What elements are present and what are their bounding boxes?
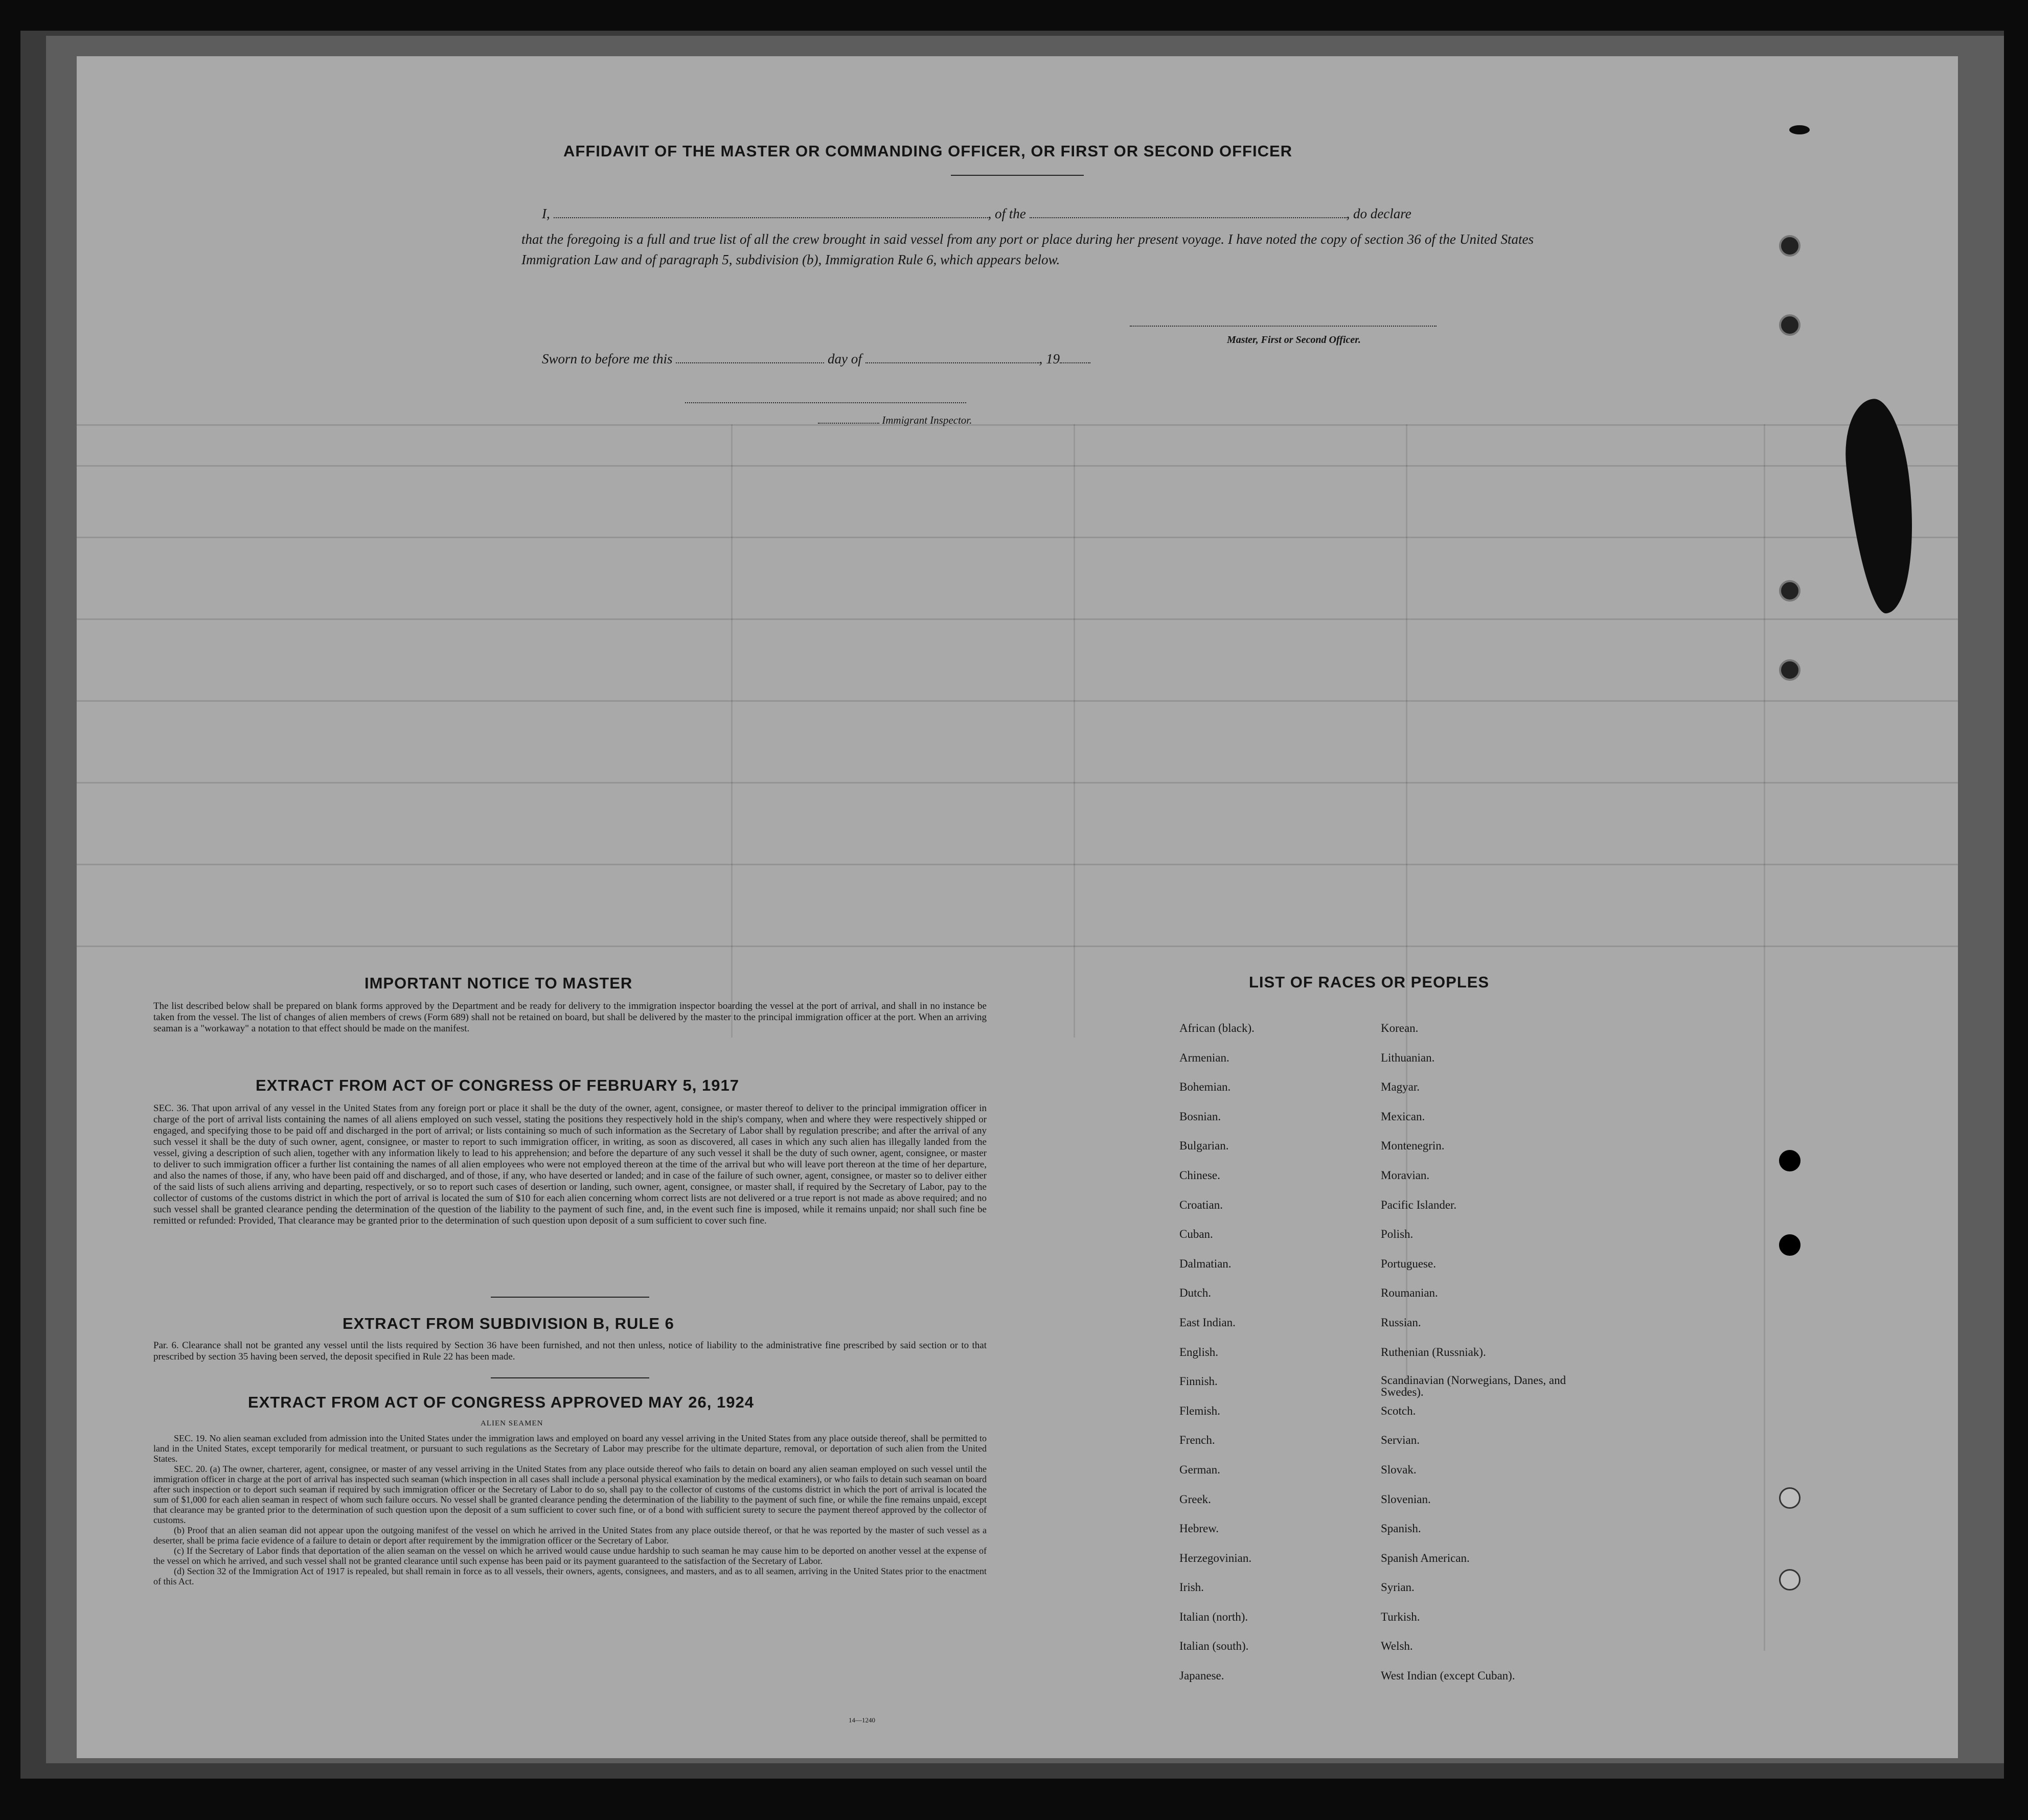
race-item: Bulgarian. (1179, 1139, 1229, 1153)
inspector-line[interactable] (685, 402, 966, 403)
race-item: Dutch. (1179, 1286, 1211, 1300)
binder-hole (1779, 1234, 1801, 1256)
race-item: Turkish. (1381, 1610, 1420, 1623)
race-item: Greek. (1179, 1492, 1211, 1506)
race-item: Moravian. (1381, 1168, 1430, 1182)
race-item: Mexican. (1381, 1110, 1425, 1123)
inspector-line-label (818, 410, 972, 430)
race-item: Scandinavian (Norwegians, Danes, and Swedes). (1381, 1374, 1566, 1399)
race-item: Polish. (1381, 1228, 1414, 1241)
race-item: French. (1179, 1434, 1215, 1447)
race-item: Irish. (1179, 1581, 1204, 1594)
race-item: Cuban. (1179, 1228, 1213, 1241)
year-blank[interactable] (1060, 351, 1090, 363)
bleed-line (77, 946, 1958, 947)
extract-1917-text: SEC. 36. That upon arrival of any vessel in the United States from any foreign port or place it shall be the duty of the owner, agent, consignee, or master thereof to deliver to the principal immigration officer in charge of the port of arrival lists containing the names of all aliens employed on such vessel, stating the positions they respectively hold in the ship's company, when and where they were respectively shipped or engaged, and specifying those to be paid off and discharged in the port of arrival; or lists containing so much of such information as the Secretary of Labor shall by regulation prescribe; and after the arrival of any such vessel it shall be the duty of such owner, agent, consignee, or master to report to such immigration officer, in writing, as soon as discovered, all cases in which any such alien has illegally landed from the vessel, giving a description of such alien, together with any information likely to lead to his apprehension; and before the departure of any such vessel it shall be the duty of such owner, agent, consignee, or master to deliver to such immigration officer a further list containing the names of all alien employees who were not employed thereon at the time of the arrival but who will leave port thereon at the time of her departure, and also the names of those, if any, who have been paid off and discharged, and of those, if any, who have deserted or landed; and in case of the failure of such owner, agent, consignee, or master so to deliver either of the said lists of such aliens arriving and departing, respectively, or so to report such cases of desertion or landing, such owner, agent, consignee, or master shall, if required by the Secretary of Labor, pay to the collector of customs of the customs district in which the port of arrival is located the sum of $10 for each alien concerning whom correct lists are not delivered or a true report is not made as above required; and no such vessel shall be granted clearance pending the determination of the question of the liability to the payment of such fine, and, in the event such fine is imposed, while it remains unpaid; nor shall such fine be remitted or refunded: Provided, That clearance may be granted prior to the determination of such question upon deposit of a sum sufficient to cover such fine. (153, 1103, 987, 1226)
month-blank[interactable] (865, 351, 1039, 363)
bleed-line (77, 864, 1958, 865)
race-item: Ruthenian (Russniak). (1381, 1345, 1486, 1358)
race-item: Bohemian. (1179, 1080, 1231, 1094)
race-item: Servian. (1381, 1434, 1420, 1447)
race-item: Lithuanian. (1381, 1051, 1435, 1064)
race-item: Korean. (1381, 1022, 1419, 1034)
sec20a-paragraph: SEC. 20. (a) The owner, charterer, agent, consignee, or master of any vessel arriving in the United States from any place outside thereof who fails to detain on board any alien seaman employed on such vessel until the immigration officer in charge at the port of arrival has inspected such seaman (which inspection in all cases shall include a personal physical examination by the medical examiners), or who fails to detain such seaman on board after such inspection or to deport such seaman if required by such immigration officer or the Secretary of Labor to do so, shall pay to the collector of customs of the customs district in which the port of arrival is located the sum of $1,000 for each alien seaman in respect of whom such failure occurs. No vessel shall be granted clearance pending the determination of the liability to the payment of such fine, or while the fine remains unpaid, except that clearance may be granted prior to the determination of such question upon the deposit of a sum sufficient to cover such fine, or of a bond with sufficient surety to secure the payment thereof approved by the collector of customs. (153, 1464, 987, 1525)
race-item: Herzegovinian. (1179, 1551, 1252, 1564)
race-item: Flemish. (1179, 1404, 1220, 1417)
declaration-body: that the foregoing is a full and true list of all the crew brought in said vessel from any port or place during her present voyage. I have noted the copy of section 36 of the United States Immigration Law and of paragraph 5, subdivision (b), Immigration Rule 6, which appears below. (521, 232, 1534, 267)
race-item: Slovak. (1381, 1463, 1417, 1476)
binder-hole (1779, 1569, 1801, 1591)
extract-rule6-title: EXTRACT FROM SUBDIVISION B, RULE 6 (343, 1315, 674, 1332)
alien-seamen-subtitle: ALIEN SEAMEN (481, 1419, 543, 1427)
bleed-line (77, 424, 1958, 426)
race-item: West Indian (except Cuban). (1381, 1669, 1515, 1683)
bleed-line (77, 537, 1958, 538)
race-item: Italian (south). (1179, 1640, 1249, 1653)
section-rule (491, 1297, 649, 1298)
sec20d-paragraph: (d) Section 32 of the Immigration Act of 1917 is repealed, but shall remain in force as to all vessels, their owners, agents, consignees, and masters, and as to all seamen, arriving in the United States prior to the enactment of this Act. (153, 1566, 987, 1586)
document-page (77, 56, 1958, 1758)
race-item: Bosnian. (1179, 1110, 1221, 1123)
race-item: Japanese. (1179, 1669, 1224, 1683)
day-blank[interactable] (676, 351, 824, 363)
race-item: Scotch. (1381, 1404, 1416, 1417)
declaration-i: I, (542, 206, 550, 221)
bleed-line (1764, 424, 1765, 1651)
bleed-line (77, 782, 1958, 784)
extract-rule6-text: Par. 6. Clearance shall not be granted any vessel until the lists required by Section 36 have been furnished, and not then unless, notice of liability to the administrative fine prescribed by said section or to that prescribed by section 35 having been served, the deposit specified in Rule 22 has been made. (153, 1340, 987, 1362)
binder-hole (1779, 580, 1801, 602)
sec19-paragraph: SEC. 19. No alien seaman excluded from admission into the United States under the immigration laws and employed on board any vessel arriving in the United States from any place outside thereof, shall be permitted to land in the United States, except temporarily for medical treatment, or pursuant to such regulations as the Secretary of Labor may prescribe for the ultimate departure, removal, or deportation of such alien from the United States. (153, 1433, 987, 1464)
title-rule (951, 175, 1084, 176)
races-left-column (1179, 1021, 1363, 1698)
race-item: Portuguese. (1381, 1257, 1436, 1270)
form-number: 14—1240 (849, 1716, 875, 1724)
sworn-line (521, 349, 1090, 369)
race-item: German. (1179, 1463, 1220, 1476)
binder-hole (1779, 659, 1801, 681)
race-item: Roumanian. (1381, 1286, 1438, 1300)
race-item: Russian. (1381, 1316, 1421, 1329)
bleed-line (77, 465, 1958, 467)
race-item: Croatian. (1179, 1198, 1223, 1211)
binder-hole (1779, 314, 1801, 336)
race-item: Welsh. (1381, 1640, 1413, 1653)
bleed-line (731, 424, 733, 1038)
extract-1924-text (153, 1433, 987, 1586)
race-item: Hebrew. (1179, 1522, 1219, 1535)
race-item: Spanish American. (1381, 1551, 1470, 1564)
race-item: Dalmatian. (1179, 1257, 1232, 1270)
inspector-caption: Immigrant Inspector. (882, 414, 972, 426)
race-item: Montenegrin. (1381, 1139, 1445, 1153)
ink-blot (1839, 396, 1923, 616)
sworn-day-of: day of (828, 351, 862, 366)
ink-mark (1789, 125, 1810, 134)
sec20c-paragraph: (c) If the Secretary of Labor finds that deportation of the alien seaman on the vessel on which he arrived would cause undue hardship to such seaman he may cause him to be deported on another vessel at the expense of the vessel on which he arrived, and such vessel shall not be granted clearance until such expense has been paid or its payment guaranteed to the satisfaction of the Secretary of Labor. (153, 1546, 987, 1566)
bleed-line (77, 700, 1958, 702)
declaration-do-declare: , do declare (1346, 206, 1411, 221)
signature-caption: Master, First or Second Officer. (1227, 334, 1361, 345)
vessel-blank[interactable] (1030, 206, 1347, 218)
extract-1917-title: EXTRACT FROM ACT OF CONGRESS OF FEBRUARY 5, 1917 (256, 1076, 739, 1094)
race-item: Italian (north). (1179, 1610, 1248, 1623)
notice-text: The list described below shall be prepared on blank forms approved by the Department and be ready for delivery to the immigration inspector boarding the vessel at the port of arrival, and shall in no instance be taken from the vessel. The list of changes of alien members of crews (Form 689) shall not be retained on board, but shall be delivered by the master to the principal immigration officer at the port. When an arriving seaman is a "workaway" a notation to that effect should be made on the manifest. (153, 1001, 987, 1034)
race-item: English. (1179, 1345, 1219, 1358)
race-item: Spanish. (1381, 1522, 1421, 1535)
binder-hole (1779, 235, 1801, 257)
race-item: East Indian. (1179, 1316, 1236, 1329)
sworn-label: Sworn to before me this (542, 351, 673, 366)
sworn-year: , 19 (1039, 351, 1060, 366)
declaration-line (521, 203, 1534, 224)
races-right-column (1381, 1021, 1596, 1698)
binder-hole (1779, 1487, 1801, 1509)
declaration-of-the: , of the (988, 206, 1026, 221)
sec20b-paragraph: (b) Proof that an alien seaman did not appear upon the outgoing manifest of the vessel on which he arrived in the United States from any place outside thereof, or that he was reported by the master of such vessel as a deserter, shall be prima facie evidence of a failure to detain or deport after requirement by the immigration officer or the Secretary of Labor. (153, 1525, 987, 1546)
signature-line[interactable] (1130, 326, 1437, 327)
race-item: African (black). (1179, 1022, 1255, 1034)
bleed-line (77, 618, 1958, 620)
race-item: Finnish. (1179, 1375, 1218, 1388)
inspector-blank (818, 416, 879, 424)
notice-title: IMPORTANT NOTICE TO MASTER (364, 974, 633, 992)
race-item: Syrian. (1381, 1581, 1415, 1594)
binder-hole (1779, 1150, 1801, 1171)
affidavit-title: AFFIDAVIT OF THE MASTER OR COMMANDING OFFICER, OR FIRST OR SECOND OFFICER (563, 142, 1293, 160)
extract-1924-title: EXTRACT FROM ACT OF CONGRESS APPROVED MAY 26, 1924 (248, 1393, 754, 1411)
section-rule (491, 1377, 649, 1378)
name-blank[interactable] (554, 206, 988, 218)
race-item: Chinese. (1179, 1168, 1220, 1182)
bleed-line (1074, 424, 1075, 1038)
race-item: Armenian. (1179, 1051, 1229, 1064)
race-item: Slovenian. (1381, 1492, 1431, 1506)
races-title: LIST OF RACES OR PEOPLES (1249, 973, 1490, 991)
race-item: Magyar. (1381, 1080, 1420, 1094)
race-item: Pacific Islander. (1381, 1198, 1457, 1211)
